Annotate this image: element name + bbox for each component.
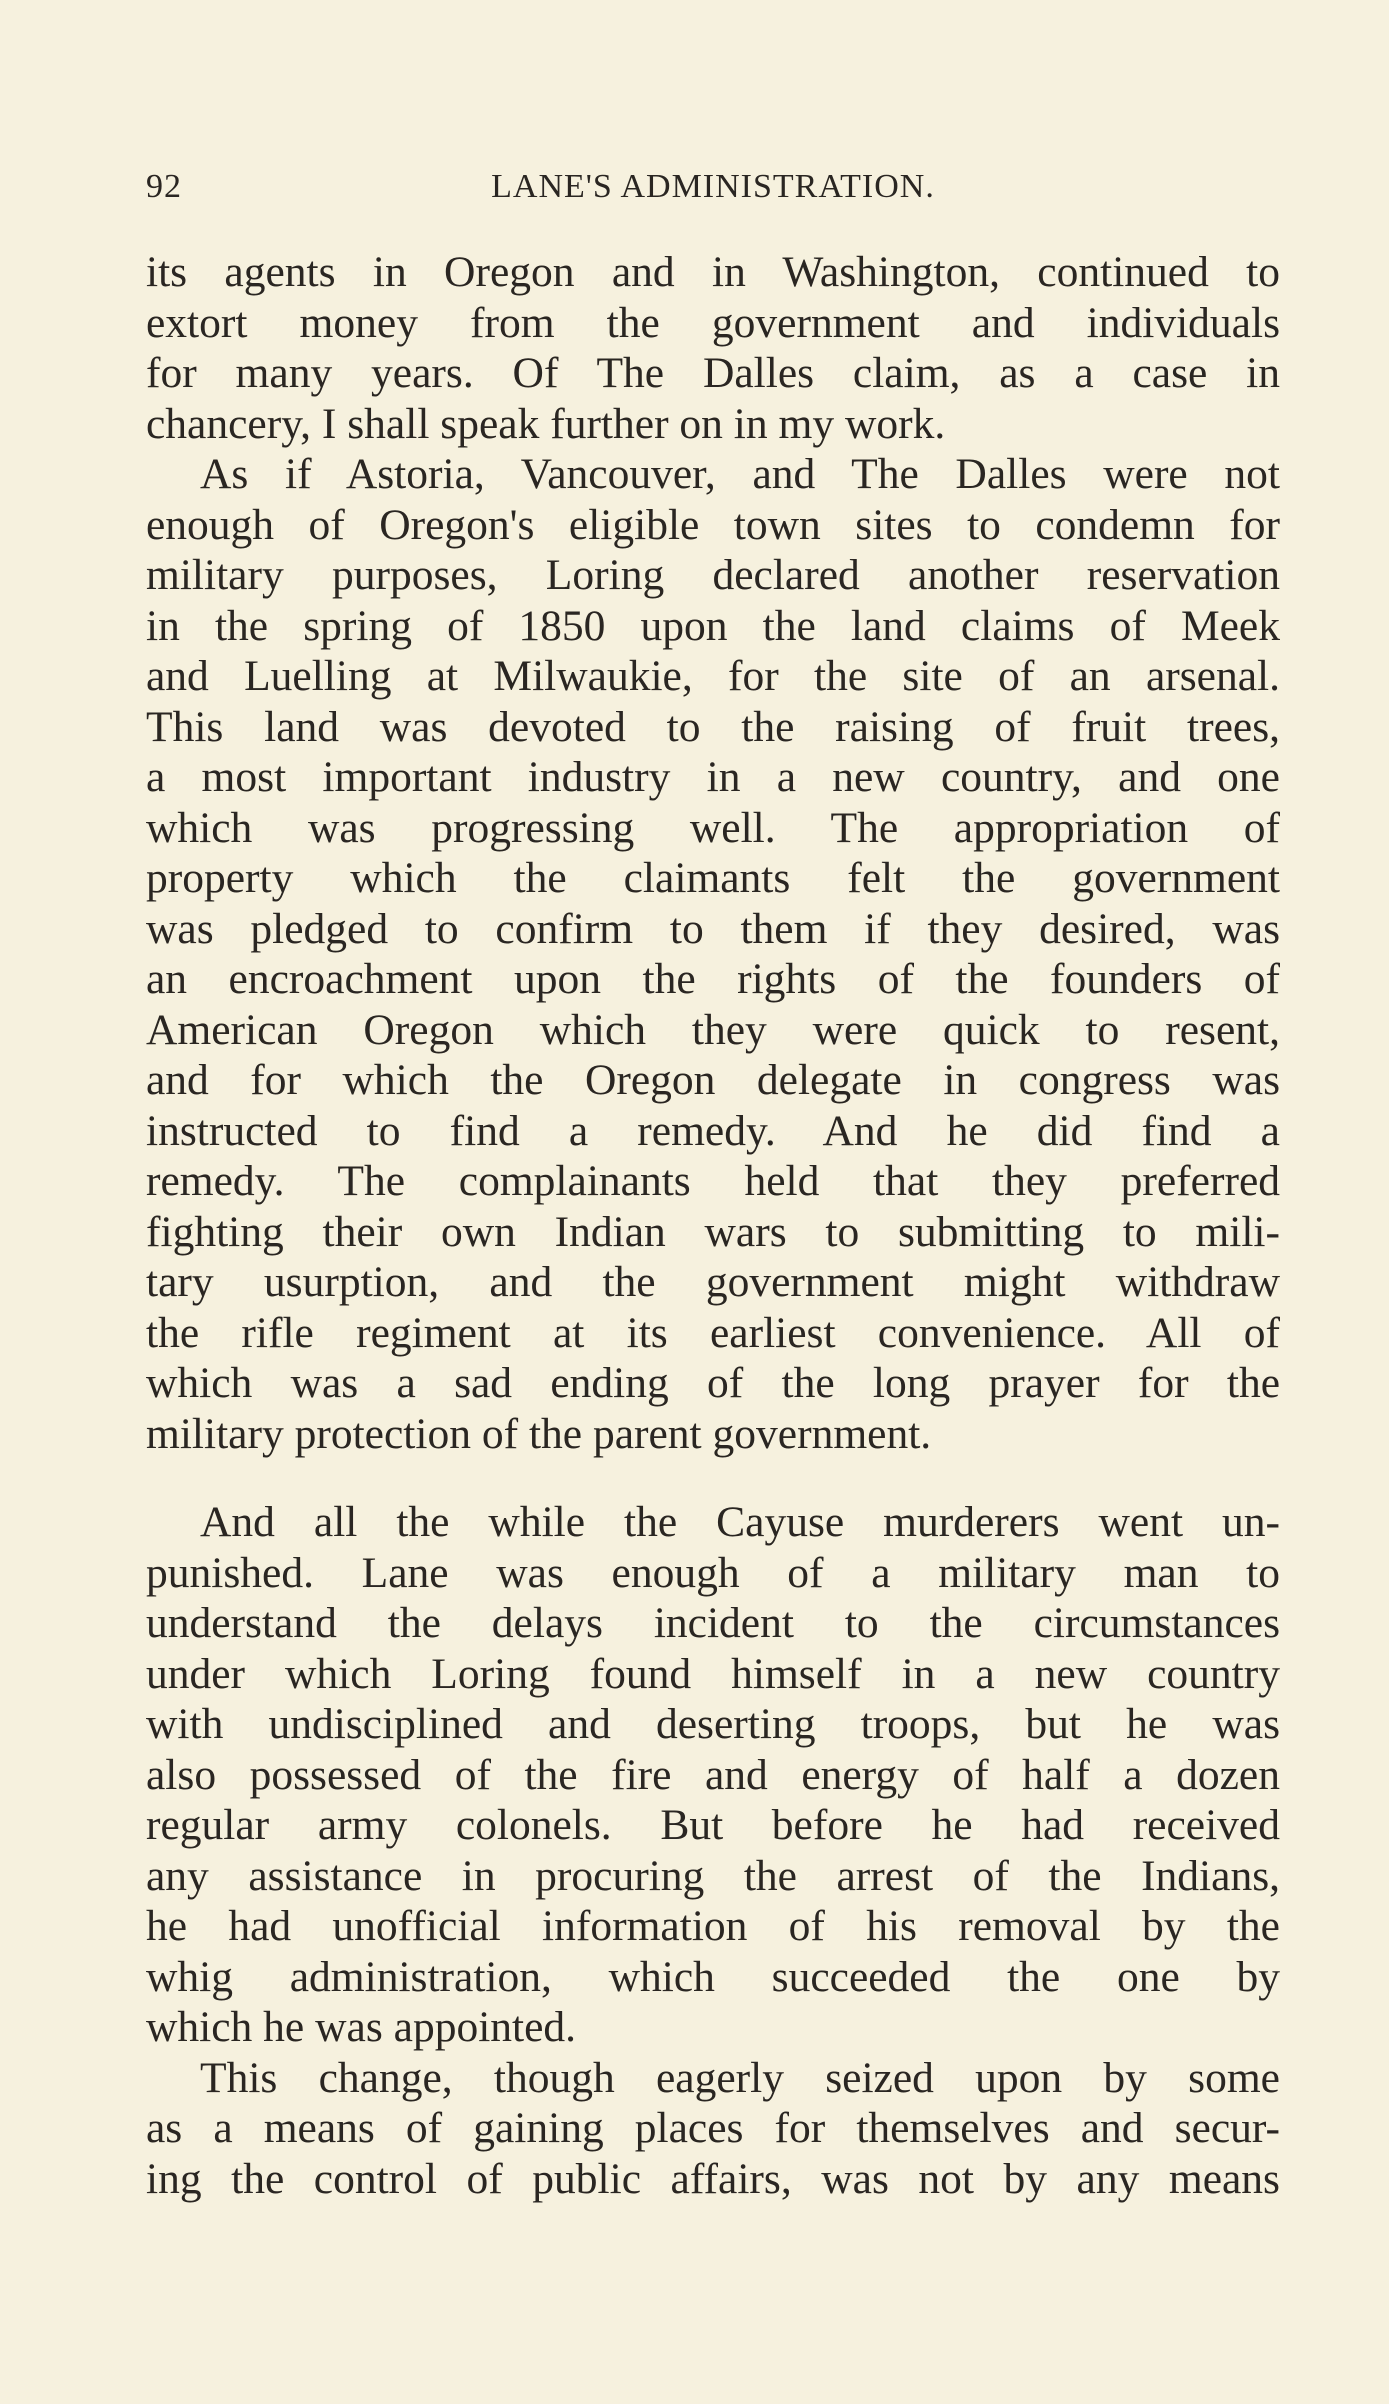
text-line: he had unofficial information of his removal by the bbox=[146, 1902, 1280, 1950]
text-line: understand the delays incident to the circumstances bbox=[146, 1599, 1280, 1647]
text-line: which was a sad ending of the long prayer for the bbox=[146, 1359, 1280, 1407]
text-line: enough of Oregon's eligible town sites to condemn for bbox=[146, 500, 1280, 549]
text-line: ing the control of public affairs, was not by any means bbox=[146, 2154, 1280, 2203]
text-line: punished. Lane was enough of a military man to bbox=[146, 1548, 1280, 1597]
text-line: chancery, I shall speak further on in my work. bbox=[146, 399, 946, 448]
text-line: military protection of the parent government. bbox=[146, 1409, 932, 1458]
text-line: was pledged to confirm to them if they desired, was bbox=[146, 904, 1280, 953]
text-line: also possessed of the fire and energy of half a dozen bbox=[146, 1750, 1280, 1799]
text-line: for many years. Of The Dalles claim, as a case in bbox=[146, 349, 1280, 397]
text-line: remedy. The complainants held that they preferred bbox=[146, 1157, 1280, 1205]
text-line: This change, though eagerly seized upon by some bbox=[200, 2053, 1280, 2102]
text-line: fighting their own Indian wars to submitting to mili- bbox=[146, 1207, 1280, 1256]
text-line: which he was appointed. bbox=[146, 2003, 577, 2051]
text-line: its agents in Oregon and in Washington, continued to bbox=[146, 248, 1280, 296]
text-line: and for which the Oregon delegate in congress was bbox=[146, 1056, 1280, 1104]
text-line: military purposes, Loring declared another reservation bbox=[146, 551, 1280, 599]
text-line: And all the while the Cayuse murderers went un- bbox=[200, 1498, 1280, 1546]
text-line: any assistance in procuring the arrest of the Indians, bbox=[146, 1851, 1280, 1900]
text-line: regular army colonels. But before he had received bbox=[146, 1801, 1280, 1849]
paragraph-1 bbox=[146, 247, 1280, 449]
text-line: under which Loring found himself in a new country bbox=[146, 1649, 1280, 1698]
text-line: extort money from the government and individuals bbox=[146, 298, 1280, 347]
running-head: LANE'S ADMINISTRATION. bbox=[491, 168, 935, 205]
text-line: as a means of gaining places for themselves and secur- bbox=[146, 2104, 1280, 2152]
page-header bbox=[146, 168, 1280, 218]
paragraph-3 bbox=[146, 1497, 1280, 2053]
text-line: the rifle regiment at its earliest convenience. All of bbox=[146, 1308, 1280, 1357]
paragraph-2 bbox=[146, 449, 1280, 1459]
text-line: with undisciplined and deserting troops, but he was bbox=[146, 1700, 1280, 1748]
text-line: and Luelling at Milwaukie, for the site of an arsenal. bbox=[146, 652, 1280, 700]
page-number: 92 bbox=[146, 168, 182, 205]
text-line: American Oregon which they were quick to resent, bbox=[146, 1005, 1280, 1054]
text-line: property which the claimants felt the government bbox=[146, 854, 1280, 902]
text-block-upper bbox=[146, 247, 1280, 1459]
text-block-lower bbox=[146, 1497, 1280, 2204]
text-line: in the spring of 1850 upon the land claims of Meek bbox=[146, 601, 1280, 650]
text-line: an encroachment upon the rights of the founders of bbox=[146, 955, 1280, 1003]
text-line: a most important industry in a new country, and one bbox=[146, 753, 1280, 801]
text-line: tary usurption, and the government might withdraw bbox=[146, 1258, 1280, 1306]
paragraph-4 bbox=[146, 2053, 1280, 2205]
text-line: whig administration, which succeeded the one by bbox=[146, 1952, 1280, 2001]
text-line: This land was devoted to the raising of fruit trees, bbox=[146, 702, 1280, 751]
text-line: which was progressing well. The appropriation of bbox=[146, 803, 1280, 852]
text-line: instructed to find a remedy. And he did find a bbox=[146, 1106, 1280, 1155]
text-line: As if Astoria, Vancouver, and The Dalles were not bbox=[200, 450, 1280, 498]
